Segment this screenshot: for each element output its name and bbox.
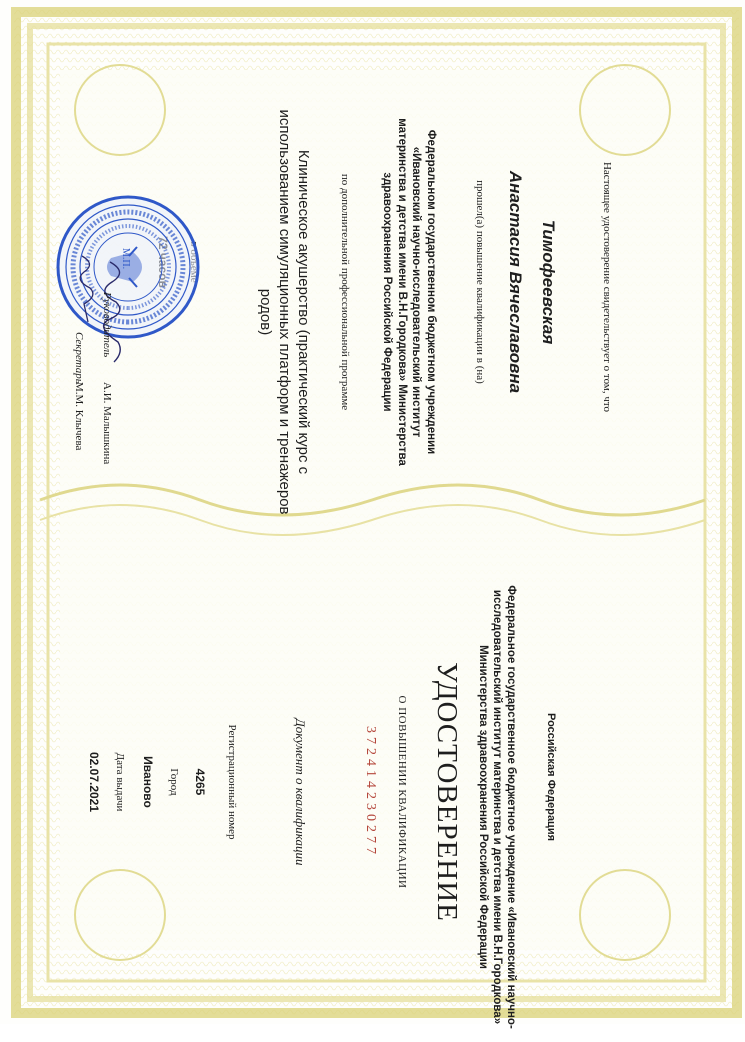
city-value: Иваново bbox=[141, 756, 155, 808]
issue-date: 02.07.2021 bbox=[87, 751, 101, 813]
issuer-organization: Федеральное государственное бюджетное учреждение «Ивановский научно-исследовательский институт материнства и детства имени В.Н.Городкова» Министерства здравоохранения Российской Федерации bbox=[477, 585, 517, 1029]
head-name: А.И. Малышкина bbox=[101, 382, 113, 465]
serial-number: 372414230277 bbox=[363, 726, 378, 858]
passed-training-text: прошел(а) повышение квалификации в (на) bbox=[474, 180, 486, 384]
training-institution: Федеральном государственном бюджетном учреждении «Ивановский научно-исследовательский институт материнства и детства имени В.Н.Городкова» Министерства здравоохранения Российской Федерации bbox=[381, 118, 437, 466]
issue-date-label: Дата выдачи bbox=[114, 752, 126, 812]
document-subtitle: О ПОВЫШЕНИИ КВАЛИФИКАЦИИ bbox=[396, 695, 408, 889]
registration-label: Регистрационный номер bbox=[226, 724, 238, 840]
program-label: по дополнительной профессиональной программе bbox=[339, 173, 351, 411]
document-title: УДОСТОВЕРЕНИЕ bbox=[431, 662, 463, 922]
rotated-certificate-content bbox=[38, 12, 738, 1029]
program-name: Клиническое акушерство (практический курс с использованием симуляционных платформ и тренажеров родов) bbox=[257, 109, 312, 515]
head-label: Руководитель bbox=[101, 292, 113, 358]
secretary-signature bbox=[72, 252, 100, 332]
document-type: Документ о квалификации bbox=[293, 718, 308, 866]
stamp-initials: М.П. bbox=[120, 248, 131, 270]
secretary-label: Секретарь bbox=[73, 332, 85, 384]
holder-surname: Тимофеевская bbox=[539, 219, 558, 345]
secretary-name: М.М. Клычева bbox=[73, 382, 85, 451]
registration-number: 4265 bbox=[193, 768, 207, 796]
intro-text: Настоящее удостоверение свидетельствует о том, что bbox=[601, 161, 613, 413]
city-label: Город bbox=[168, 768, 180, 796]
holder-given-names: Анастасия Вячеславовна bbox=[506, 170, 525, 394]
country-name: Российская Федерация bbox=[545, 713, 557, 841]
